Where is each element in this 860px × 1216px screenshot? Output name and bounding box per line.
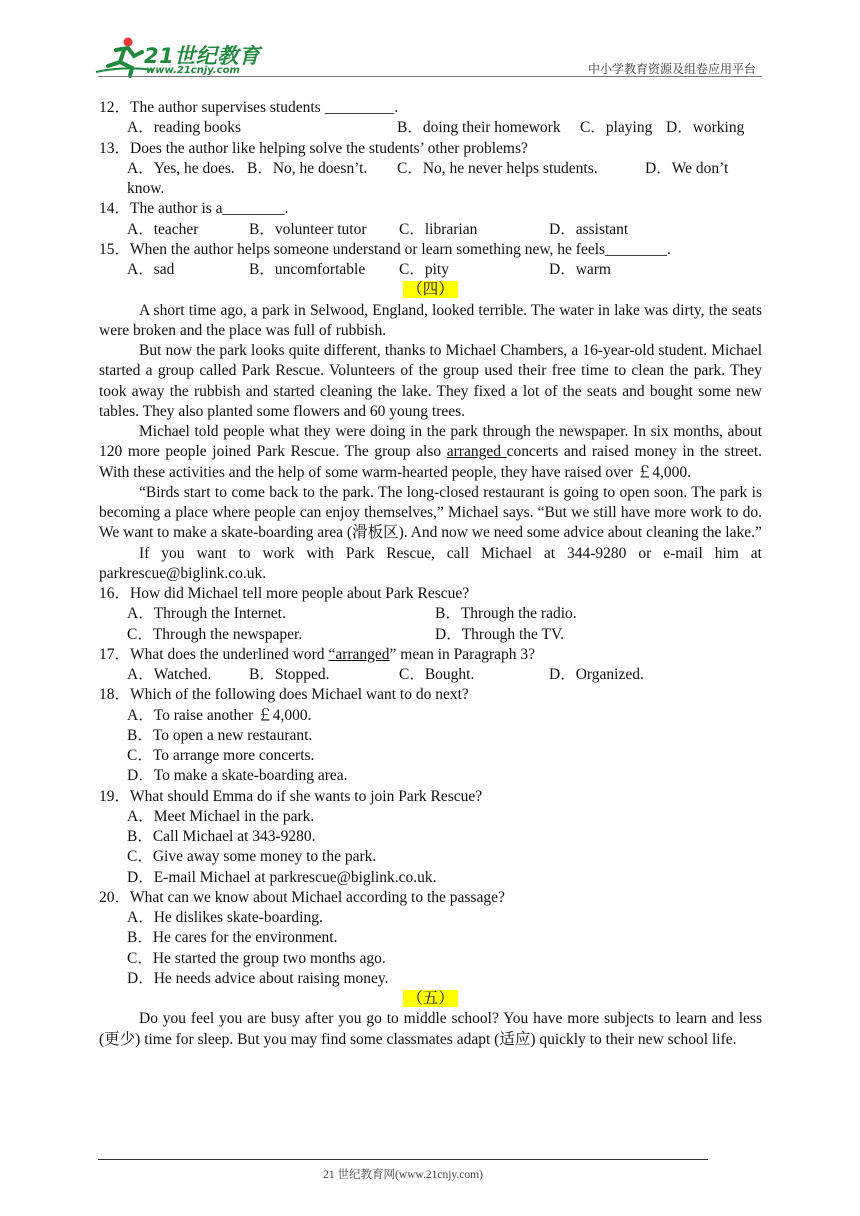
option-b[interactable]: B．Call Michael at 343-9280. bbox=[127, 828, 316, 845]
question-13-option-d-cont: know. bbox=[127, 180, 165, 197]
option-a[interactable]: A．reading books bbox=[127, 119, 242, 137]
section-4-heading bbox=[99, 280, 762, 300]
question-16-options-row-1 bbox=[99, 604, 762, 624]
option-a[interactable]: A．Yes, he does. bbox=[127, 159, 235, 177]
passage-4-paragraph-4: “Birds start to come back to the park. The long-closed restaurant is going to open soon. The park is becoming a place where people can enjoy themselves,” Michael says. “But we still have more work to do. We want to make a skate-boarding area (滑板区). And now we need some advice about cleaning the lake.” bbox=[99, 483, 762, 542]
option-a[interactable]: A．To raise another ￡4,000. bbox=[127, 706, 312, 724]
paragraph-3-text-a: Michael told people what they were doing in the park through the newspaper. In six months, about 120 more people joined Park Rescue. The group also bbox=[99, 423, 762, 461]
passage-4-paragraph-5: If you want to work with Park Rescue, call Michael at 344-9280 or e-mail him at parkrescue@biglink.co.uk. bbox=[99, 544, 762, 582]
footer-text: 21 世纪教育网(www.21cnjy.com) bbox=[323, 1169, 483, 1181]
option-b[interactable]: B．No, he doesn’t. bbox=[247, 159, 368, 177]
option-a[interactable]: A．Watched. bbox=[127, 666, 212, 683]
option-d[interactable]: D．To make a skate-boarding area. bbox=[127, 767, 348, 785]
option-a[interactable]: A．He dislikes skate-boarding. bbox=[127, 909, 323, 926]
question-14-stem: 14．The author is a________. bbox=[99, 200, 289, 218]
option-c[interactable]: C．librarian bbox=[399, 220, 478, 238]
section-5-label: （五） bbox=[403, 990, 458, 1007]
option-b[interactable]: B．To open a new restaurant. bbox=[127, 726, 313, 744]
option-d[interactable]: D．working bbox=[666, 119, 745, 137]
option-d[interactable]: D．We don’t bbox=[645, 159, 729, 177]
question-15-options bbox=[99, 260, 762, 280]
underlined-word: “arranged bbox=[328, 645, 390, 663]
question-19-stem: 19．What should Emma do if she wants to join Park Rescue? bbox=[99, 787, 483, 805]
question-13-options bbox=[99, 159, 762, 179]
question-12-options bbox=[99, 118, 762, 138]
option-c[interactable]: C．Through the newspaper. bbox=[127, 625, 303, 643]
passage-4-paragraph-1: A short time ago, a park in Selwood, England, looked terrible. The water in lake was dirty, the seats were broken and the place was full of rubbish. bbox=[99, 301, 762, 339]
option-c[interactable]: C．Give away some money to the park. bbox=[127, 848, 377, 866]
option-d[interactable]: D．He needs advice about raising money. bbox=[127, 969, 389, 987]
option-b[interactable]: B．volunteer tutor bbox=[249, 220, 367, 238]
footer-divider bbox=[98, 1159, 708, 1160]
option-c[interactable]: C．pity bbox=[399, 261, 449, 278]
option-a[interactable]: A．Meet Michael in the park. bbox=[127, 807, 315, 825]
option-d[interactable]: D．assistant bbox=[549, 220, 629, 238]
passage-5-paragraph-1: Do you feel you are busy after you go to middle school? You have more subjects to learn and less (更少) time for sleep. But you may find some classmates adapt (适应) quickly to their new school life. bbox=[99, 1010, 762, 1048]
question-17-stem bbox=[99, 645, 762, 665]
platform-name: 中小学教育资源及组卷应用平台 bbox=[587, 62, 756, 76]
stem-text-a: 17．What does the underlined word bbox=[99, 645, 329, 663]
option-a[interactable]: A．sad bbox=[127, 261, 175, 278]
option-d[interactable]: D．warm bbox=[549, 261, 611, 278]
question-13-stem: 13．Does the author like helping solve the students’ other problems? bbox=[99, 139, 528, 157]
passage-4-paragraph-2: But now the park looks quite different, thanks to Michael Chambers, a 16-year-old student. Michael started a group called Park Rescue. Volunteers of the group used their free time to clean the park. They took away the rubbish and started cleaning the lake. They fixed a lot of the seats and bought some new tables. They also planted some flowers and 60 young trees. bbox=[99, 342, 762, 420]
option-b[interactable]: B．Stopped. bbox=[249, 666, 330, 683]
option-d[interactable]: D．Through the TV. bbox=[435, 625, 565, 643]
option-a[interactable]: A．teacher bbox=[127, 220, 199, 238]
option-c[interactable]: C．To arrange more concerts. bbox=[127, 747, 315, 764]
underlined-word: arranged bbox=[446, 443, 507, 461]
header-divider bbox=[98, 76, 762, 77]
option-b[interactable]: B．Through the radio. bbox=[435, 605, 577, 623]
option-c[interactable]: C．playing bbox=[580, 119, 653, 137]
question-16-options-row-2 bbox=[99, 625, 762, 645]
logo-url: www.21cnjy.com bbox=[146, 65, 240, 76]
section-5-heading bbox=[99, 989, 762, 1009]
option-c[interactable]: C．No, he never helps students. bbox=[397, 159, 598, 177]
option-c[interactable]: C．He started the group two months ago. bbox=[127, 949, 386, 967]
option-c[interactable]: C．Bought. bbox=[399, 666, 475, 683]
question-20-stem: 20．What can we know about Michael according to the passage? bbox=[99, 888, 505, 906]
section-4-label: （四） bbox=[403, 281, 458, 298]
option-a[interactable]: A．Through the Internet. bbox=[127, 605, 286, 623]
question-18-stem: 18．Which of the following does Michael want to do next? bbox=[99, 686, 469, 704]
exam-content bbox=[99, 98, 762, 1050]
question-15-stem: 15．When the author helps someone understand or learn something new, he feels________. bbox=[99, 240, 671, 258]
logo-text: 21世纪教育 bbox=[144, 44, 261, 68]
question-17-options bbox=[99, 665, 762, 685]
passage-4-paragraph-3 bbox=[99, 422, 762, 483]
option-d[interactable]: D．E-mail Michael at parkrescue@biglink.co.uk. bbox=[127, 868, 437, 886]
question-12-stem: 12．The author supervises students _________. bbox=[99, 99, 399, 116]
option-b[interactable]: B．He cares for the environment. bbox=[127, 929, 338, 947]
question-16-stem: 16．How did Michael tell more people about Park Rescue? bbox=[99, 585, 470, 602]
stem-text-b: ” mean in Paragraph 3? bbox=[389, 645, 535, 663]
option-b[interactable]: B．uncomfortable bbox=[249, 261, 366, 278]
paragraph-3-text-b: concerts and raised money in the street. With these activities and the help of some warm-hearted people, they have raised over ￡4,000. bbox=[99, 443, 762, 481]
question-14-options bbox=[99, 220, 762, 240]
option-d[interactable]: D．Organized. bbox=[549, 666, 644, 683]
option-b[interactable]: B．doing their homework bbox=[397, 119, 561, 137]
